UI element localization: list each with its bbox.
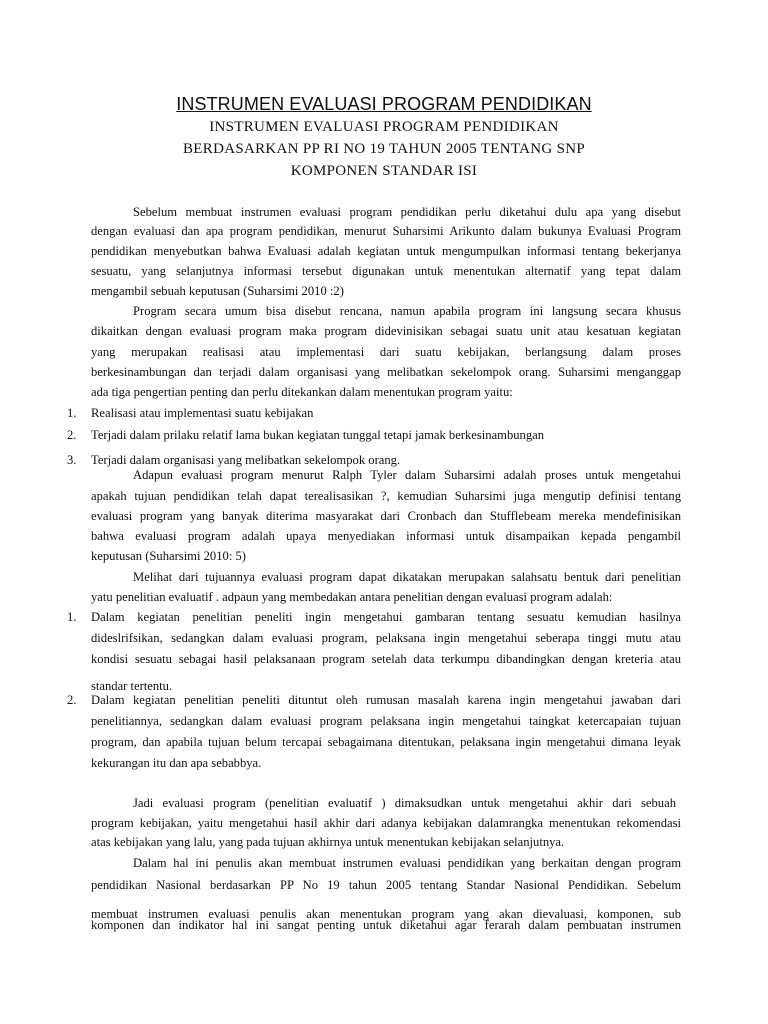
list-number: 1. — [67, 406, 77, 420]
list-number: 1. — [67, 610, 77, 624]
document-title: INSTRUMEN EVALUASI PROGRAM PENDIDIKAN — [176, 94, 592, 114]
text-line: Dalam hal ini penulis akan membuat instrumen evaluasi pendidikan yang berkaitan dengan program — [133, 856, 681, 870]
text-line: program, dan apabila tujuan belum tercapai sebagaimana ditentukan, pelaksana ingin mengetahui dimana leyak — [91, 735, 681, 749]
text-line: sesuatu, yang selanjutnya informasi tersebut digunakan untuk menentukan alternatif yang tepat dalam — [91, 264, 681, 278]
text-line: komponen dan indikator hal ini sangat penting untuk diketahui agar ferarah dalam pembuatan instrumen — [91, 918, 681, 932]
subtitle-line-2: BERDASARKAN PP RI NO 19 TAHUN 2005 TENTANG SNP — [183, 141, 585, 157]
text-line: penelitiannya, sedangkan dalam evaluasi program pelaksana ingin mengetahui taingkat ketercapaian tujuan — [91, 714, 681, 728]
text-line: berkesinambungan dan terjadi dalam organisasi yang melibatkan sekelompok orang. Suharsimi menganggap — [91, 365, 681, 379]
text-line: Jadi evaluasi program (penelitian evaluatif ) dimaksudkan untuk mengetahui akhir dari sebuah — [133, 796, 676, 810]
text-line: standar tertentu. — [91, 679, 173, 693]
text-line: mengambil sebuah keputusan (Suharsimi 2010 :2) — [91, 284, 344, 298]
text-line: dikaitkan dengan evaluasi program maka program didevinisikan sebagai suatu unit atau kesatuan kegiatan — [91, 324, 681, 338]
list-item: Terjadi dalam organisasi yang melibatkan sekelompok orang. — [91, 453, 401, 467]
text-line: dideslrifsikan, sedangkan dalam evaluasi program, pelaksana ingin mengetahui seberapa tinggi mutu atau — [91, 631, 681, 645]
subtitle-line-1: INSTRUMEN EVALUASI PROGRAM PENDIDIKAN — [209, 119, 559, 135]
text-line: yang merupakan realisasi atau implementasi dari suatu kebijakan, berlangsung dalam proses — [91, 345, 681, 359]
text-line: Sebelum membuat instrumen evaluasi program pendidikan perlu diketahui dulu apa yang disebut — [133, 205, 681, 219]
text-line: Melihat dari tujuannya evaluasi program dapat dikatakan merupakan salahsatu bentuk dari penelitian — [133, 570, 681, 584]
text-line: bahwa evaluasi program adalah upaya menyediakan informasi untuk disampaikan kepada pengambil — [91, 529, 681, 543]
text-line: evaluasi program yang banyak diterima masyarakat dari Cronbach dan Stufflebeam mereka mendefinisikan — [91, 509, 681, 523]
text-line: kekurangan itu dan apa sebabbya. — [91, 756, 262, 770]
text-line: Adapun evaluasi program menurut Ralph Tyler dalam Suharsimi adalah proses untuk mengetahui — [133, 468, 681, 482]
list-item: Realisasi atau implementasi suatu kebijakan — [91, 406, 314, 420]
text-line: membuat instrumen evaluasi penulis akan menentukan program yang akan dievaluasi, komponen, sub — [91, 907, 681, 921]
text-line: yatu penelitian evaluatif . adpaun yang membedakan antara penelitian dengan evaluasi program adalah: — [91, 590, 613, 604]
list-number: 3. — [67, 453, 77, 467]
text-line: atas kebijakan yang lalu, yang pada tujuan akhirnya untuk menentukan kebijakan selanjutnya. — [91, 835, 565, 849]
text-line: Program secara umum bisa disebut rencana, namun apabila program ini langsung secara khusus — [133, 304, 681, 318]
text-line: program kebijakan, yaitu mengetahui hasil akhir dari adanya kebijakan dalamrangka menentukan rekomendasi — [91, 816, 681, 830]
text-line: keputusan (Suharsimi 2010: 5) — [91, 549, 246, 563]
list-number: 2. — [67, 428, 77, 442]
text-line: apakah tujuan pendidikan telah dapat terealisasikan ?, kemudian Suharsimi juga mengutip definisi tentang — [91, 489, 681, 503]
text-line: Dalam kegiatan penelitian peneliti dituntut oleh rumusan masalah karena ingin mengetahui jawaban dari — [91, 693, 681, 707]
text-line: ada tiga pengertian penting dan perlu ditekankan dalam menentukan program yaitu: — [91, 385, 513, 399]
text-line: pendidikan menyebutkan bahwa Evaluasi adalah kegiatan untuk mengumpulkan informasi tentang bekerjanya — [91, 244, 681, 258]
text-line: kondisi sesuatu sebagai hasil pelaksanaan program setelah data terkumpu dibandingkan dengan kreteria atau — [91, 652, 681, 666]
list-number: 2. — [67, 693, 77, 707]
text-line: pendidikan Nasional berdasarkan PP No 19 tahun 2005 tentang Standar Nasional Pendidikan. Sebelum — [91, 878, 681, 892]
list-item: Terjadi dalam prilaku relatif lama bukan kegiatan tunggal tetapi jamak berkesinambungan — [91, 428, 545, 442]
text-line: dengan evaluasi dan apa program pendidikan, menurut Suharsimi Arikunto dalam bukunya Evaluasi Program — [91, 224, 681, 238]
text-line: Dalam kegiatan penelitian peneliti ingin mengetahui gambaran tentang sesuatu kemudian hasilnya — [91, 610, 681, 624]
subtitle-line-3: KOMPONEN STANDAR ISI — [290, 163, 478, 179]
